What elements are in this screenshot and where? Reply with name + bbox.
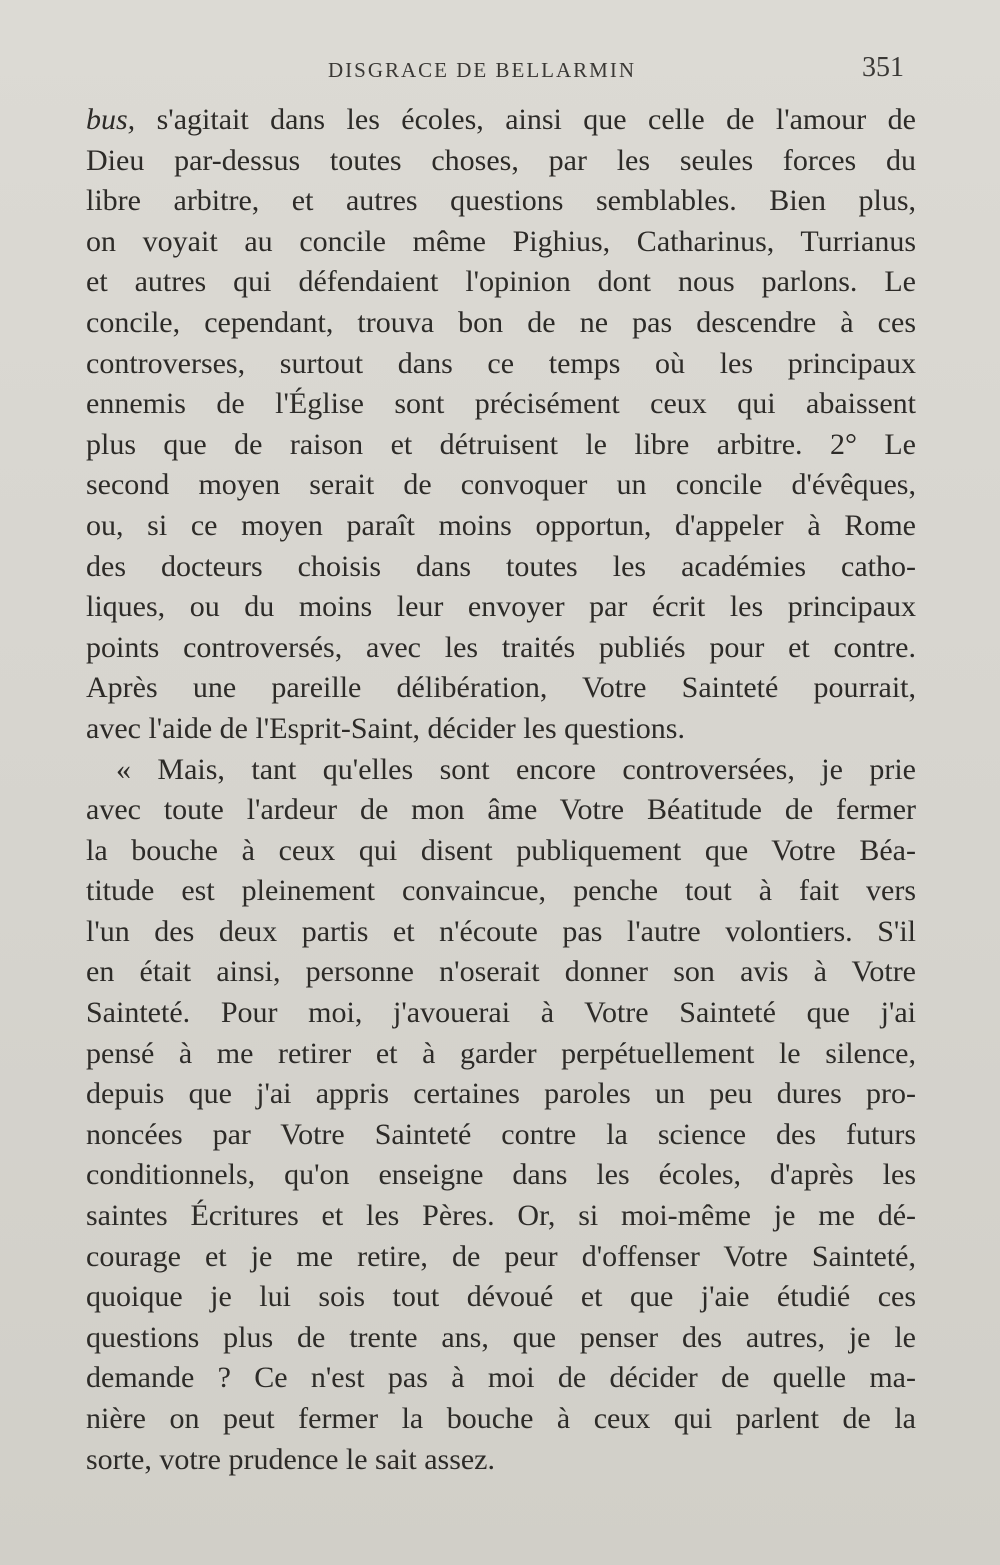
text-line — [86, 100, 916, 141]
page-header — [80, 52, 910, 88]
text-line: nière on peut fermer la bouche à ceux qui parlent de la — [86, 1402, 916, 1435]
text-line: Sainteté. Pour moi, j'avouerai à Votre Sainteté que j'ai — [86, 996, 916, 1030]
page-number: 351 — [862, 52, 904, 83]
text-line: pensé à me retirer et à garder perpétuellement le silence, — [86, 1036, 916, 1070]
text-line: des docteurs choisis dans toutes les académies catho- — [86, 549, 916, 583]
line-rest: s'agitait dans les écoles, ainsi que celle de l'amour de — [135, 103, 916, 136]
text-line: conditionnels, qu'on enseigne dans les écoles, d'après les — [86, 1158, 916, 1192]
text-line: concile, cependant, trouva bon de ne pas descendre à ces — [86, 305, 916, 339]
text-line: Après une pareille délibération, Votre Sainteté pourrait, — [86, 671, 916, 705]
text-line: points controversés, avec les traités publiés pour et contre. — [86, 630, 916, 664]
text-line: avec toute l'ardeur de mon âme Votre Béatitude de fermer — [86, 793, 916, 827]
text-line: plus que de raison et détruisent le libre arbitre. 2° Le — [86, 427, 916, 461]
text-line: second moyen serait de convoquer un concile d'évêques, — [86, 468, 916, 502]
text-line: liques, ou du moins leur envoyer par écrit les principaux — [86, 590, 916, 624]
text-line: saintes Écritures et les Pères. Or, si moi-même je me dé- — [86, 1199, 916, 1233]
text-line: et autres qui défendaient l'opinion dont nous parlons. Le — [86, 265, 916, 299]
text-line: ou, si ce moyen paraît moins opportun, d'appeler à Rome — [86, 508, 916, 542]
text-line: sorte, votre prudence le sait assez. — [86, 1442, 495, 1476]
text-line: depuis que j'ai appris certaines paroles un peu dures pro- — [86, 1077, 916, 1111]
text-line: quoique je lui sois tout dévoué et que j'aie étudié ces — [86, 1280, 916, 1314]
text-line: questions plus de trente ans, que penser des autres, je le — [86, 1320, 916, 1354]
text-line: titude est pleinement convaincue, penche tout à fait vers — [86, 874, 916, 908]
text-line: on voyait au concile même Pighius, Catharinus, Turrianus — [86, 224, 916, 258]
text-line: controverses, surtout dans ce temps où les principaux — [86, 346, 916, 380]
text-line: « Mais, tant qu'elles sont encore controversées, je prie — [116, 752, 916, 786]
text-line: l'un des deux partis et n'écoute pas l'autre volontiers. S'il — [86, 914, 916, 948]
text-line: courage et je me retire, de peur d'offenser Votre Sainteté, — [86, 1239, 916, 1273]
text-line: libre arbitre, et autres questions semblables. Bien plus, — [86, 184, 916, 218]
text-line: Dieu par-dessus toutes choses, par les seules forces du — [86, 143, 916, 177]
text-line: la bouche à ceux qui disent publiquement que Votre Béa- — [86, 833, 916, 867]
italic-word: bus, — [86, 103, 136, 136]
text-line: en était ainsi, personne n'oserait donner son avis à Votre — [86, 955, 916, 989]
body-text — [86, 100, 916, 1480]
text-line: avec l'aide de l'Esprit-Saint, décider les questions. — [86, 711, 685, 745]
text-line: noncées par Votre Sainteté contre la science des futurs — [86, 1117, 916, 1151]
text-line: demande ? Ce n'est pas à moi de décider de quelle ma- — [86, 1361, 916, 1395]
running-title: DISGRACE DE BELLARMIN — [328, 58, 636, 82]
text-line: ennemis de l'Église sont précisément ceux qui abaissent — [86, 387, 916, 421]
